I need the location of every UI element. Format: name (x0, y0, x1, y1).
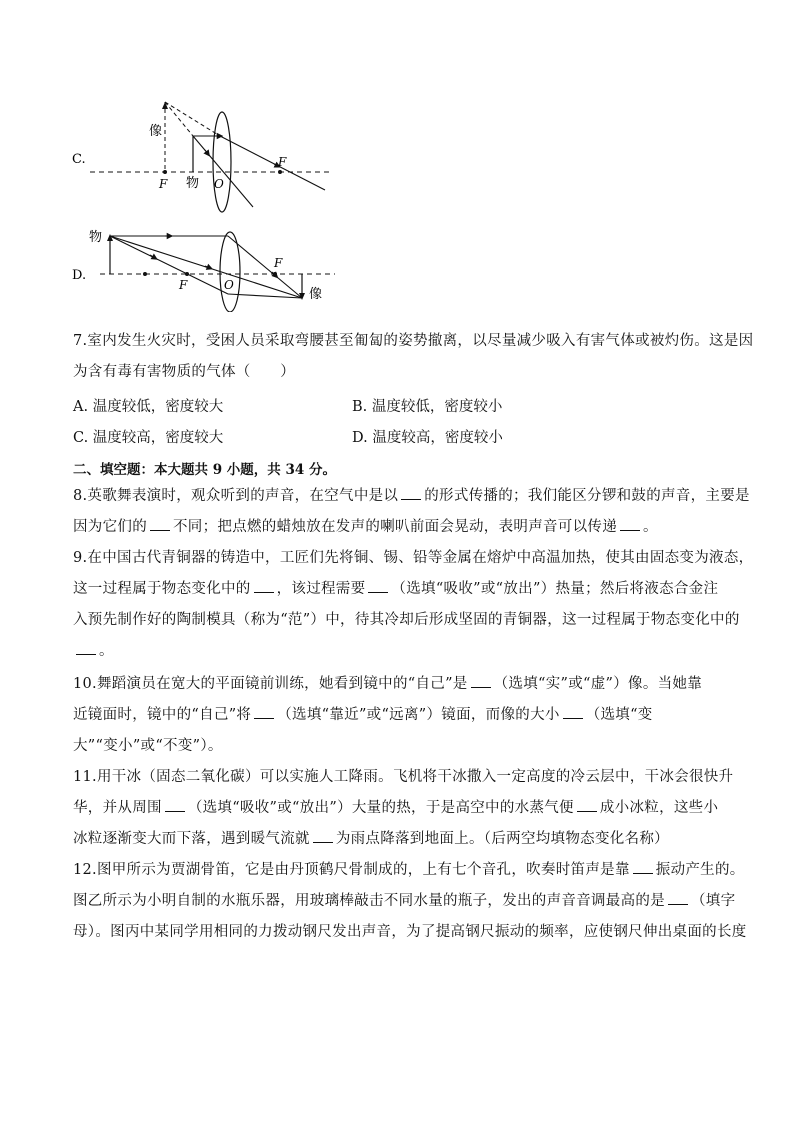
diagram-d-svg (60, 222, 350, 312)
diagram-c-image-label: 像 (149, 124, 163, 139)
question-9-text: 入预先制作好的陶制模具（称为“范”）中，待其冷却后形成坚固的青铜器，这一过程属于物态变化中的 (73, 612, 740, 628)
question-12-text: 振动产生的。 (655, 862, 745, 878)
question-9-text: 9.在中国古代青铜器的铸造中，工匠们先将铜、锡、铅等金属在熔炉中高温加热，使其由固态变为液态， (73, 550, 754, 566)
question-10-text: 10.舞蹈演员在宽大的平面镜前训练，她看到镜中的“自己”是 (73, 676, 468, 692)
option-7b: B. 温度较低，密度较小 (352, 399, 503, 415)
answer-blank (401, 498, 421, 500)
diagram-c (60, 95, 350, 220)
question-8-text: 8.英歌舞表演时，观众听到的声音，在空气中是以 (73, 488, 399, 504)
question-8-text: 因为它们的 (73, 519, 147, 535)
question-11 (73, 762, 734, 855)
answer-blank (633, 872, 653, 874)
question-12 (73, 855, 747, 948)
option-7d: D. 温度较高，密度较小 (352, 430, 503, 446)
convex-lens (213, 112, 231, 212)
question-12-text: （填字 (691, 893, 736, 909)
answer-blank (313, 841, 333, 843)
option-7a: A. 温度较低，密度较大 (73, 399, 224, 415)
question-10-text: （选填“实”或“虚”）像。当她靠 (493, 676, 703, 692)
question-11-text: 11.用干冰（固态二氧化碳）可以实施人工降雨。飞机将干冰撒入一定高度的冷云层中，干冰会很快升 (73, 769, 734, 785)
question-10-text: 近镜面时，镜中的“自己”将 (73, 707, 252, 723)
question-9-text: 这一过程属于物态变化中的 (73, 581, 251, 597)
diagram-d-center: O (224, 278, 234, 292)
answer-blank (471, 686, 491, 688)
answer-blank (668, 903, 688, 905)
answer-blank (254, 717, 274, 719)
question-10-text: （选填“靠近”或“远离”）镜面，而像的大小 (277, 707, 560, 723)
question-12-text: 母）。图丙中某同学用相同的力拨动钢尺发出声音，为了提高钢尺振动的频率，应使钢尺伸出桌面的长度 (73, 924, 747, 940)
question-12-text: 12.图甲所示为贾湖骨笛，它是由丹顶鹤尺骨制成的，上有七个音孔，吹奏时笛声是靠 (73, 862, 630, 878)
question-8-text: 。 (643, 519, 658, 535)
answer-blank (165, 810, 185, 812)
diagram-c-focal-right: F (278, 155, 287, 169)
question-9-text: ，该过程需要 (276, 581, 366, 597)
diagram-d-focal-left: F (179, 278, 188, 292)
answer-blank (254, 591, 274, 593)
question-9 (73, 543, 754, 667)
diagram-d-image-label: 像 (309, 287, 323, 302)
question-9-text: （选填“吸收”或“放出”）热量；然后将液态合金注 (391, 581, 719, 597)
question-12-text: 图乙所示为小明自制的水瓶乐器，用玻璃棒敲击不同水量的瓶子，发出的声音音调最高的是 (73, 893, 665, 909)
question-8-text: 不同；把点燃的蜡烛放在发声的喇叭前面会晃动，表明声音可以传递 (173, 519, 617, 535)
question-8-text: 的形式传播的；我们能区分锣和鼓的声音，主要是 (424, 488, 750, 504)
question-11-text: 成小冰粒，这些小 (599, 800, 719, 816)
question-11-text: 为雨点降落到地面上。（后两空均填物态变化名称） (335, 831, 669, 847)
question-10-text: 大”“变小”或“不变”）。 (73, 738, 223, 754)
diagram-c-focal-left: F (159, 177, 168, 191)
section-heading: 二、填空题：本大题共 9 小题，共 34 分。 (73, 462, 336, 478)
diagram-d-object-label: 物 (89, 230, 103, 245)
diagram-c-option-label: C. (72, 152, 86, 167)
question-7-line-2: 为含有毒有害物质的气体（ ） (73, 364, 295, 380)
question-7 (73, 326, 754, 388)
diagram-d-option-label: D. (72, 268, 87, 283)
diagram-c-object-label: 物 (186, 176, 200, 191)
question-11-text: （选填“吸收”或“放出”）大量的热，于是高空中的水蒸气便 (187, 800, 574, 816)
answer-blank (577, 810, 597, 812)
diagram-d-focal-right: F (274, 256, 283, 270)
answer-blank (76, 653, 96, 655)
question-8 (73, 481, 750, 543)
question-9-text: 。 (99, 643, 114, 659)
answer-blank (150, 529, 170, 531)
option-7c: C. 温度较高，密度较大 (73, 430, 224, 446)
answer-blank (620, 529, 640, 531)
answer-blank (563, 717, 583, 719)
question-10-text: （选填“变 (585, 707, 653, 723)
answer-blank (368, 591, 388, 593)
diagram-d (60, 222, 350, 312)
question-11-text: 冰粒逐渐变大而下落，遇到暖气流就 (73, 831, 310, 847)
diagram-c-center: O (214, 177, 224, 191)
question-7-line-1: 7.室内发生火灾时，受困人员采取弯腰甚至匍匐的姿势撤离，以尽量减少吸入有害气体或被灼伤。这是因 (73, 333, 754, 349)
diagram-c-svg (60, 95, 350, 220)
question-10 (73, 669, 723, 762)
question-11-text: 华，并从周围 (73, 800, 162, 816)
